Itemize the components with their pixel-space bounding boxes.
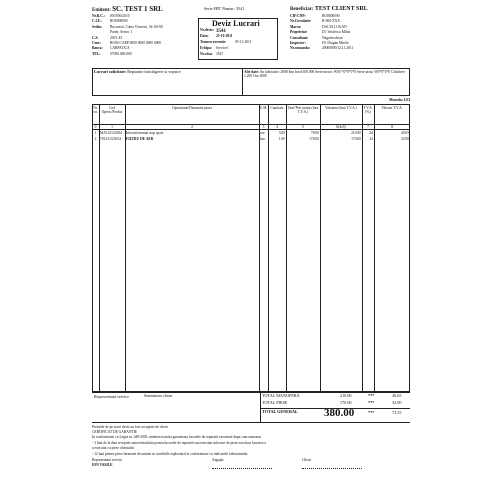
table-cell-unit: 170.00 [309,136,319,141]
deviz-title: Deviz Lucrari [212,19,260,28]
total-tva: 32.90 [392,400,402,405]
grand-total-label: TOTAL GENERAL [262,409,298,414]
column-header-unit: Tarif/Pret unitar (fara T.V.A.) [287,106,319,115]
client-field-value: Dl. Dragan Mirela [322,41,349,45]
column-header-nr: Nr. crt. [93,106,98,115]
table-cell-unit: 70.00 [310,131,319,135]
client-field-label: CIF/CNP: [290,14,306,18]
invoice-sheet [92,6,410,494]
issuer-field-value: CARPATICA [110,46,130,51]
total-label: TOTAL MANOPERA [262,393,300,398]
client-field-label: Nr.comanda: [290,46,310,51]
client-field-label: Inspector: [290,41,306,45]
column-number: 2 [191,125,193,129]
deviz-field-value: 3547 [216,52,224,56]
column-number: 5 [302,125,304,129]
table-cell-value: 210.00 [351,131,361,135]
column-header-rate: T.V.A. (%) [363,106,373,115]
column-number: 3 [262,125,265,129]
issuer-field-label: Banca: [92,46,103,51]
notes-line1: Preturile de pe acest deviz au fost acceptate de client. [92,425,169,429]
table-cell-rate: 24 [369,136,373,141]
issuer-field-value: RO0000000 [110,19,128,24]
other-data: Alte date: An fabricatie: 2008 Km bord:100.000 Serie motor: W00 *0*0*0*0 Serie sasiu: W0*0*0*0 Cilindree: 1.200 Ore:1000 [244,70,406,79]
client-prefix: Beneficiar: [290,7,314,12]
notes-date-label: Angajat: [212,458,225,462]
client-field-value: RO0000000 [322,14,340,18]
column-number: 4 [276,125,278,129]
issuer-field-value: 200 LEI [110,35,122,40]
issuer-prefix: Emitent: [92,8,111,13]
client-signature-label: Semnatura client [144,393,173,398]
column-header-op: Operatiune/Denumire piesa [172,106,212,110]
client-field-label: Proprietar: [290,30,308,35]
client-field-label: Consultant: [290,35,309,40]
table-cell-um: ore [260,131,265,135]
client-field-value: DACIA LOGAN [322,24,347,29]
table-cell-op: Inlocuit/montat stop spate [126,131,164,135]
client-field-label: Nr.Circulatie: [290,19,312,24]
table-cell-um: buc [260,136,266,141]
requested-work: Lucrari solicitate: Reparatie tinichigerie si vopsire [94,69,181,74]
notes-rep-label: Reprezentant service [92,458,123,462]
notes-line2: In conformitate cu Legea nr. 449/2003, unitatea noastra garanteaza lucrarile de reparatii executate dupa cum urmeaza: [92,435,262,439]
issuer-field-value: RO00 CARP 0000 0000 0000 0000 [110,41,162,45]
table-cell-cod: MA123123654 [100,131,122,135]
column-header-um: U.M. [259,106,268,110]
notes-line3: - 3 luni de la data receptiei autovehiculului pentru lucrarile de reparatii sau executat inlocuiri de piese sau daca lucrarea a [92,441,267,445]
service-rep-label: Reprezentant service [94,394,129,399]
client-field-value: 20000000/12.11.2011 [322,46,354,51]
grand-total-stars: *** [368,410,375,415]
total-label: TOTAL PIESE [262,400,288,405]
issuer-field-value: 07000.000.000 [110,51,132,56]
total-tva: 40.65 [392,393,402,398]
notes-rep-name: ION VASILE [92,463,113,467]
issuer-field-value: Bucuresti, Calea Victoriei, Nr. 00-00 [110,24,163,29]
warranty-heading: CERTIFICAT DE GARANTIE [92,430,138,434]
notes-line4: a executat cu piese clientului; [92,446,135,450]
table-cell-tva: 40.65 [400,131,409,135]
deviz-field-label: Termen executie: [200,40,227,44]
column-number: 0 [94,125,97,129]
deviz-field-label: Nr.deviz: [200,28,214,32]
notes-line5: - 12 luni pentru piese furnizate de unitate in conditiile exploatarii in conformitate cu indicatiile fabricantului. [92,452,249,456]
deviz-field-label: Nr.cdsa: [200,52,213,56]
table-cell-nr: 1 [94,131,97,135]
column-header-cod: Cod Opera./Produs [101,106,123,115]
column-header-qty: Cantitate [270,106,284,110]
column-header-value: Valoarea (fara T.V.A.) [325,106,357,110]
table-cell-op: FILTRU DE AER [126,136,154,141]
currency-label: Moneda: LEI [389,98,410,102]
issuer-field-label: Sediu: [92,24,102,29]
client-field-value: Dl. Vasilescu Mihai [322,30,351,35]
client-name: TEST CLIENT SRL [314,6,368,12]
deviz-field-value: Service1 [216,46,229,50]
table-cell-nr: 2 [94,136,97,141]
total-stars: *** [368,393,375,398]
table-cell-cod: 78123/321654 [100,136,121,141]
total-value: 170.00 [340,400,352,405]
total-value: 210.00 [340,393,352,398]
table-cell-value: 170.00 [351,136,361,141]
notes-client-label: Client [302,458,311,462]
issuer-field-label: C.S. [92,35,99,40]
issuer-field-label: TEL: [92,51,101,56]
table-cell-tva: 32.90 [400,136,409,141]
deviz-field-value: 05-11-2011 [235,40,252,44]
issuer-field-label: Nr.R.C.: [92,14,105,18]
column-number: 7 [367,125,369,129]
issuer-name: SC. TEST 1 SRL [112,5,163,13]
issuer-field-value: J00/000/2010 [110,14,130,18]
column-header-tva: Valoare T.V.A. [381,106,403,110]
table-cell-qty: 3.00 [278,131,285,135]
deviz-field-label: Data: [200,34,209,38]
deviz-field-value: 25-10-2011 [216,34,233,38]
issuer-header [92,6,163,13]
issuer-field-label: C.I.F.: [92,19,102,24]
client-field-value: B-000-XXX [322,19,340,24]
grand-total-tva: 73.55 [392,410,402,415]
column-number: 6(4x5) [336,125,346,129]
client-field-label: Marca: [290,24,302,29]
client-field-value: Nagavitschian [322,35,343,40]
client-header [290,6,368,12]
table-cell-qty: 1.00 [278,136,285,141]
column-number: 1 [111,125,113,129]
deviz-field-value: 3541 [216,29,226,34]
total-stars: *** [368,400,375,405]
issuer-field-label: Cont: [92,41,101,45]
issuer-field-value: Parter, Sector 1 [110,30,133,35]
series-line: Serie FRT Numar: 3541 [204,6,245,11]
column-number: 8 [391,125,393,129]
table-cell-rate: 24 [369,131,373,135]
grand-total-value: 380.00 [324,407,355,419]
deviz-field-label: Echipa: [200,46,212,50]
